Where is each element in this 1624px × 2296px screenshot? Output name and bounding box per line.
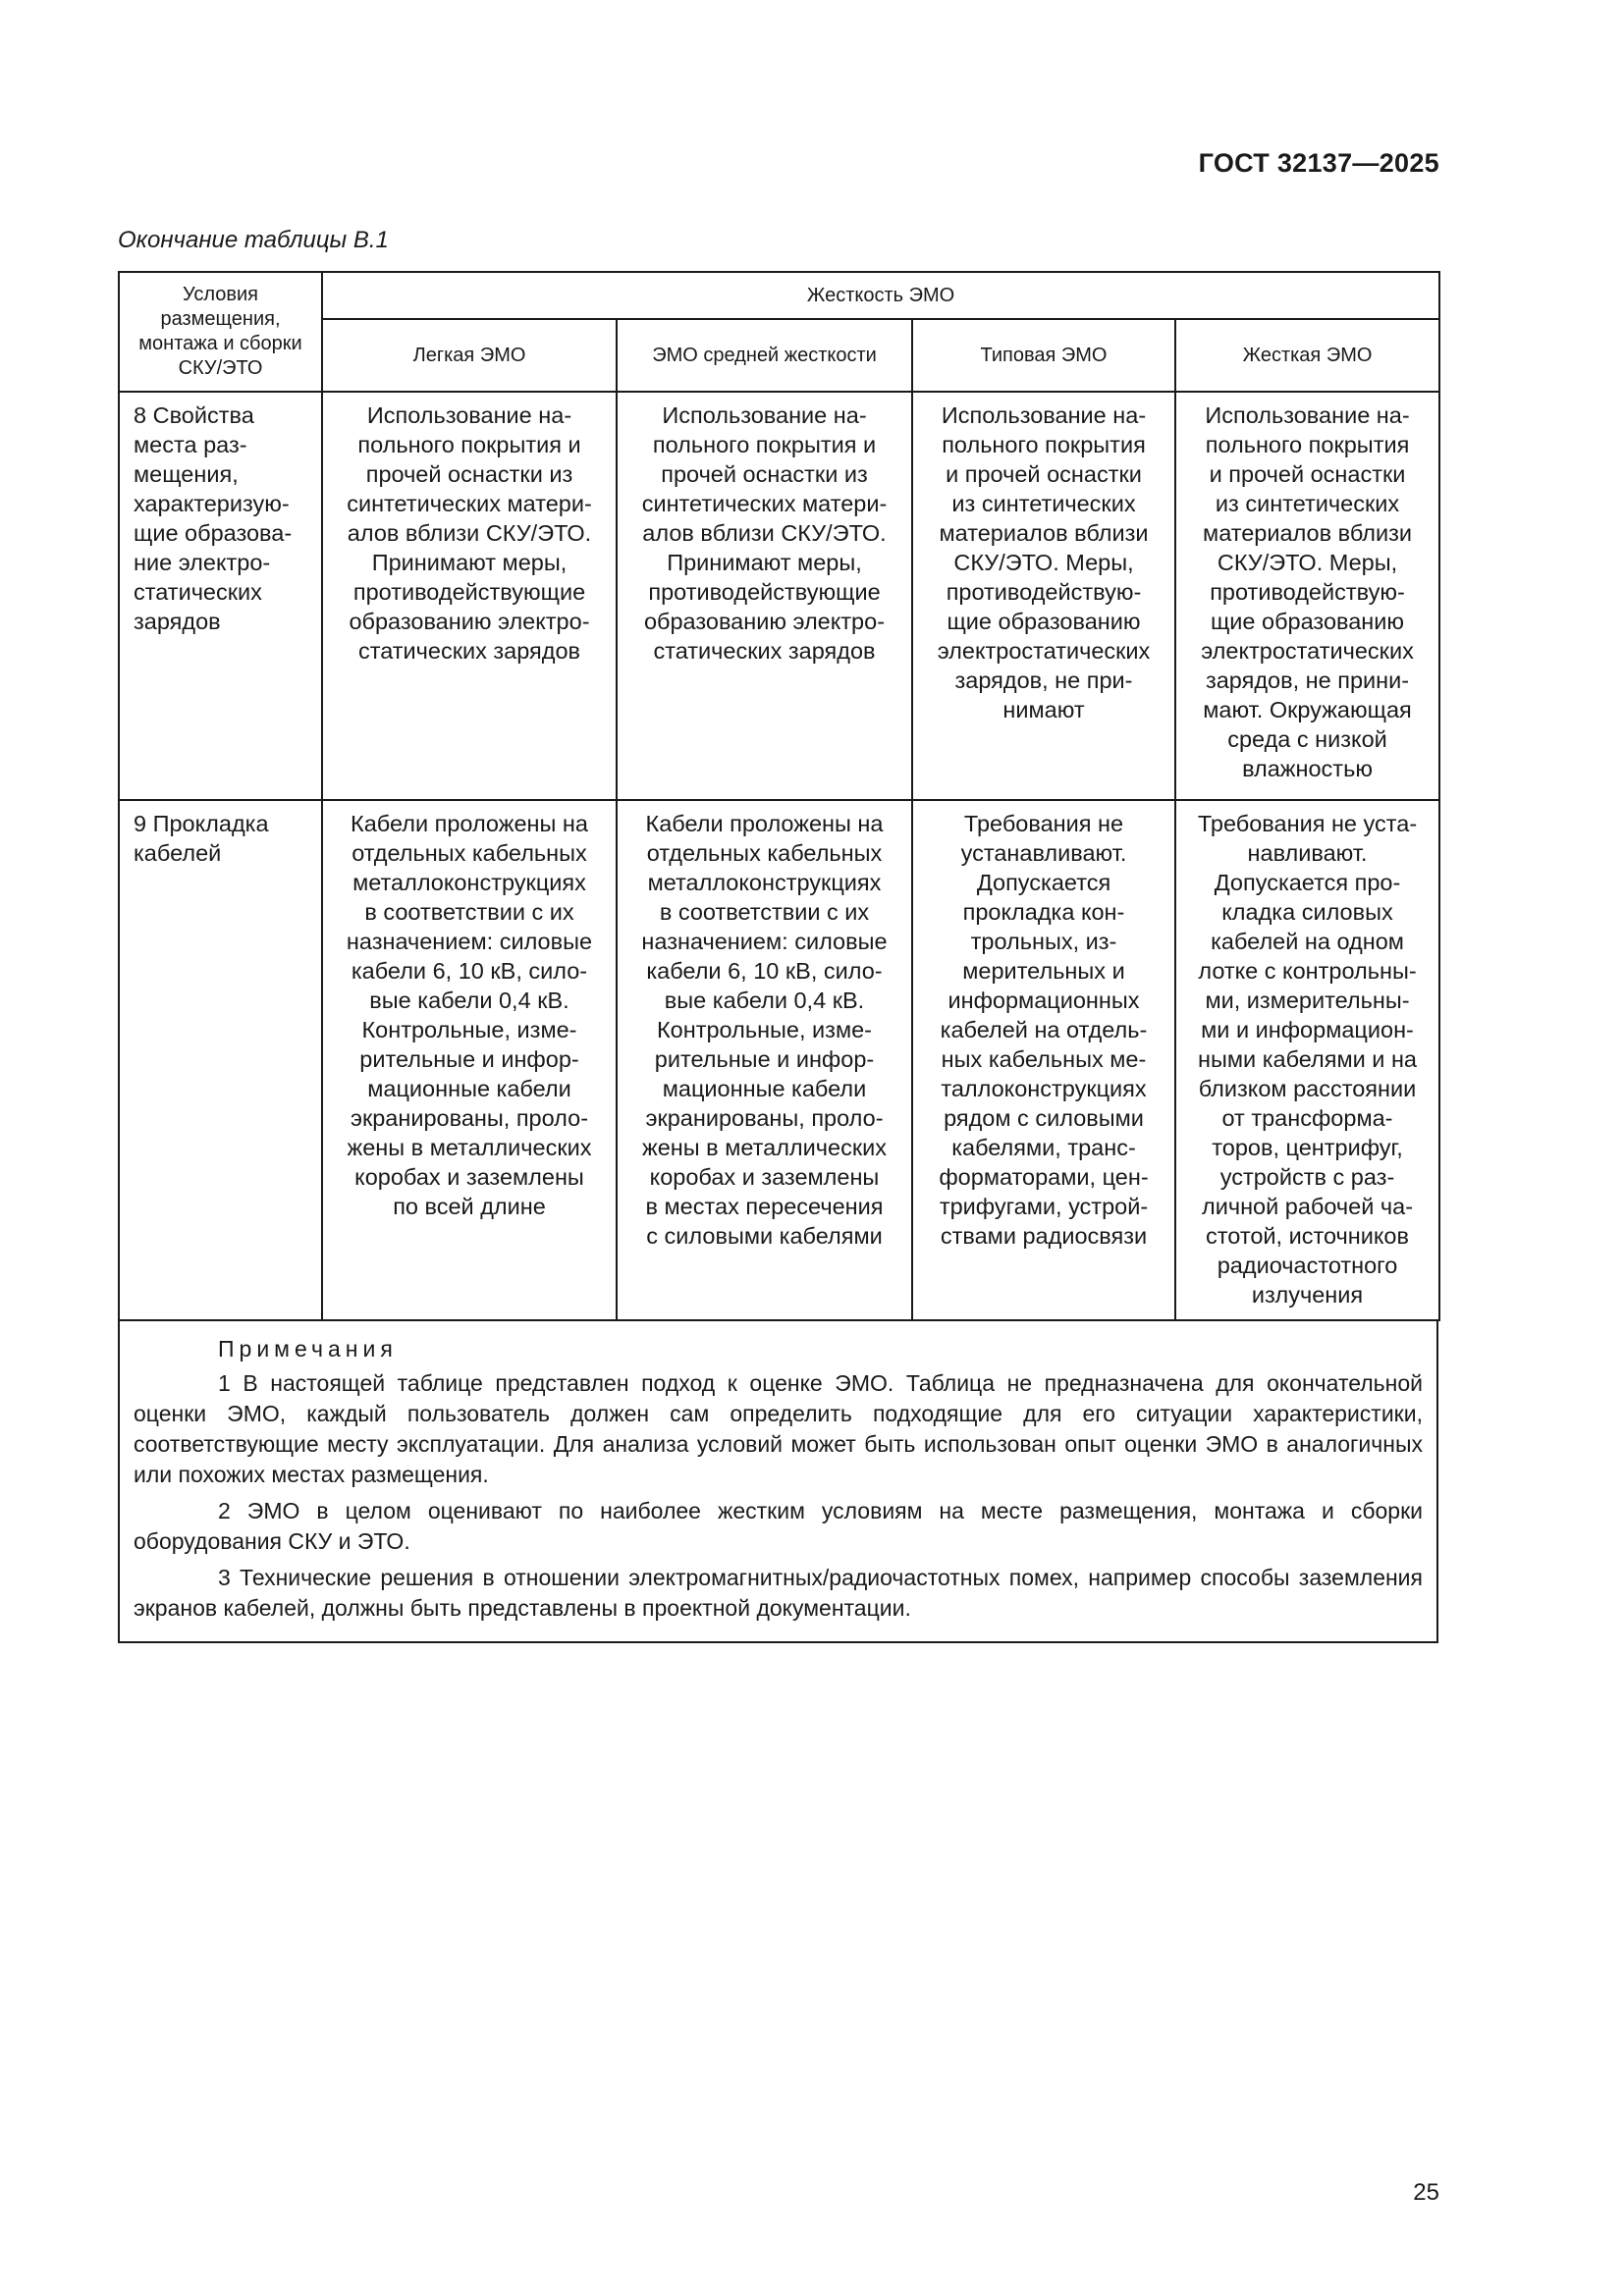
table-cell: Использование на- польного покрытия и прочей оснастки из синтетических материалов вблизи СКУ/ЭТО. Меры, противодействую- щие образованию электростатических зарядов, не при- нимают <box>912 392 1175 800</box>
table-row <box>119 392 1439 800</box>
table-cell: Использование на- польного покрытия и прочей оснастки из синтетических матери- алов вблизи СКУ/ЭТО. Принимают меры, противодействующие образованию электро- статических зарядов <box>617 392 912 800</box>
table-cell: Требования не уста- навливают. Допускается про- кладка силовых кабелей на одном лотке с контрольны- ми, измерительны- ми и информацион- ными кабелями и на близком расстоянии от трансформа- торов, центрифуг, устройств с раз- личной рабочей ча- стотой, источников радиочастотного излучения <box>1175 800 1439 1320</box>
table-caption: Окончание таблицы В.1 <box>118 227 389 253</box>
note-item: 2 ЭМО в целом оценивают по наиболее жестким условиям на месте размещения, монтажа и сборки оборудования СКУ и ЭТО. <box>134 1498 1423 1554</box>
row-condition: 8 Свойства места раз- мещения, характеризую- щие образова- ние электро- статических зарядов <box>119 392 322 800</box>
header-light-emo: Легкая ЭМО <box>322 319 617 392</box>
table-cell: Кабели проложены на отдельных кабельных металлоконструкциях в соответствии с их назначением: силовые кабели 6, 10 кВ, сило- вые кабели 0,4 кВ. Контрольные, изме- рительные и инфор- мационные кабели экранированы, проло- жены в металлических коробах и заземлены в местах пересечения с силовыми кабелями <box>617 800 912 1320</box>
table-row <box>119 800 1439 1320</box>
table-cell: Требования не устанавливают. Допускается прокладка кон- трольных, из- мерительных и информационных кабелей на отдель- ных кабельных ме- таллоконструкциях рядом с силовыми кабелями, транс- форматорами, цен- трифугами, устрой- ствами радиосвязи <box>912 800 1175 1320</box>
header-hard-emo: Жесткая ЭМО <box>1175 319 1439 392</box>
header-row-1 <box>119 272 1439 319</box>
header-emo-severity: Жесткость ЭМО <box>322 272 1439 319</box>
note-item: 3 Технические решения в отношении электромагнитных/радиочастотных помех, например способы заземления экранов кабелей, должны быть представлены в проектной документации. <box>134 1565 1423 1621</box>
notes-title: Примечания <box>218 1336 398 1362</box>
page-number: 25 <box>1413 2179 1439 2206</box>
header-medium-emo: ЭМО средней жесткости <box>617 319 912 392</box>
document-code: ГОСТ 32137—2025 <box>1198 148 1439 178</box>
notes-box <box>118 1320 1438 1643</box>
requirements-table <box>118 271 1440 1321</box>
table-cell: Кабели проложены на отдельных кабельных металлоконструкциях в соответствии с их назначением: силовые кабели 6, 10 кВ, сило- вые кабели 0,4 кВ. Контрольные, изме- рительные и инфор- мационные кабели экранированы, проло- жены в металлических коробах и заземлены по всей длине <box>322 800 617 1320</box>
table-cell: Использование на- польного покрытия и прочей оснастки из синтетических материалов вблизи СКУ/ЭТО. Меры, противодействую- щие образованию электростатических зарядов, не прини- мают. Окружающая среда с низкой влажностью <box>1175 392 1439 800</box>
table-cell: Использование на- польного покрытия и прочей оснастки из синтетических матери- алов вблизи СКУ/ЭТО. Принимают меры, противодействующие образованию электро- статических зарядов <box>322 392 617 800</box>
header-typical-emo: Типовая ЭМО <box>912 319 1175 392</box>
note-item: 1 В настоящей таблице представлен подход к оценке ЭМО. Таблица не предназначена для окончательной оценки ЭМО, каждый пользователь должен сам определить подходящие для его ситуации характеристики, соответствующие месту эксплуатации. Для анализа условий может быть использован опыт оценки ЭМО в аналогичных или похожих местах размещения. <box>134 1370 1423 1487</box>
header-conditions: Условия размещения, монтажа и сборки СКУ/ЭТО <box>119 272 322 392</box>
row-condition: 9 Прокладка кабелей <box>119 800 322 1320</box>
